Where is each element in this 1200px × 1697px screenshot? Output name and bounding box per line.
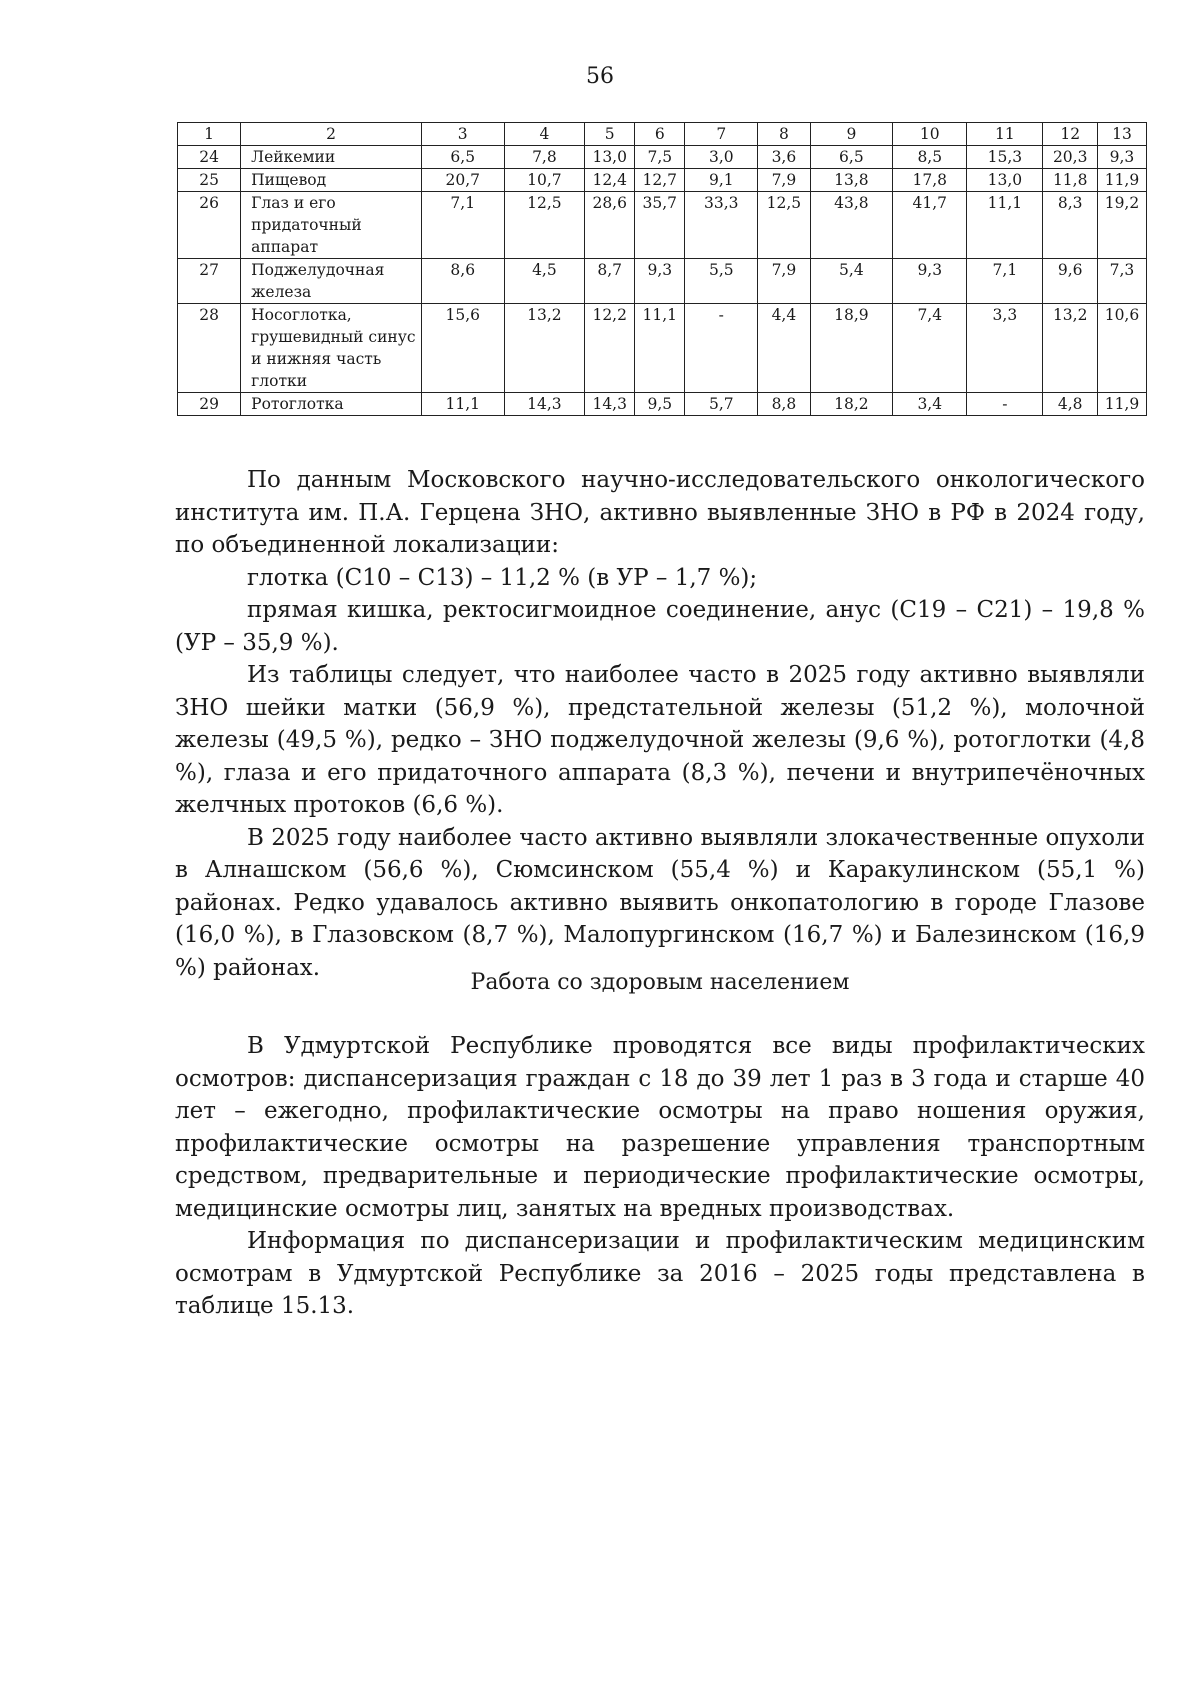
column-header: 8 xyxy=(758,123,810,146)
value-cell: 7,3 xyxy=(1097,259,1146,304)
value-cell: 15,3 xyxy=(967,146,1043,169)
value-cell: 14,3 xyxy=(585,393,635,416)
incidence-table xyxy=(177,122,1147,416)
paragraph: По данным Московского научно-исследовательского онкологического института им. П.А. Герцена ЗНО, активно выявленные ЗНО в РФ в 2024 году, по объединенной локализации: xyxy=(175,467,1145,558)
value-cell: 4,4 xyxy=(758,304,810,393)
column-header: 13 xyxy=(1097,123,1146,146)
value-cell: 11,1 xyxy=(635,304,685,393)
value-cell: 3,3 xyxy=(967,304,1043,393)
value-cell: 10,6 xyxy=(1097,304,1146,393)
value-cell: 7,1 xyxy=(967,259,1043,304)
value-cell: 12,7 xyxy=(635,169,685,192)
table-header-row xyxy=(178,123,1147,146)
value-cell: 20,3 xyxy=(1043,146,1097,169)
value-cell: 7,5 xyxy=(635,146,685,169)
table-row xyxy=(178,146,1147,169)
value-cell: 11,8 xyxy=(1043,169,1097,192)
table-row xyxy=(178,192,1147,259)
paragraph: Из таблицы следует, что наиболее часто в 2025 году активно выявляли ЗНО шейки матки (56,9 %), предстательной железы (51,2 %), молочной железы (49,5 %), редко – ЗНО поджелудочной железы (9,6 %), ротоглотки (4,8 %), глаза и его придаточного аппарата (8,3 %), печени и внутрипечёночных желчных протоков (6,6 %). xyxy=(175,662,1145,818)
value-cell: 3,0 xyxy=(685,146,758,169)
column-header: 7 xyxy=(685,123,758,146)
table-row xyxy=(178,393,1147,416)
value-cell: 13,2 xyxy=(504,304,585,393)
column-header: 9 xyxy=(810,123,893,146)
column-header: 10 xyxy=(893,123,967,146)
value-cell: 9,1 xyxy=(685,169,758,192)
paragraph: В 2025 году наиболее часто активно выявляли злокачественные опухоли в Алнашском (56,6 %), Сюмсинском (55,4 %) и Каракулинском (55,1 %) районах. Редко удавалось активно выявить онкопатологию в городе Глазове (16,0 %), в Глазовском (8,7 %), Малопургинском (16,7 %) и Балезинском (16,9 %) районах. xyxy=(175,824,1145,981)
value-cell: 17,8 xyxy=(893,169,967,192)
value-cell: 8,8 xyxy=(758,393,810,416)
value-cell: 13,0 xyxy=(967,169,1043,192)
value-cell: 13,0 xyxy=(585,146,635,169)
page-number: 56 xyxy=(586,64,614,89)
row-number-cell: 25 xyxy=(178,169,241,192)
value-cell: 8,7 xyxy=(585,259,635,304)
value-cell: 18,9 xyxy=(810,304,893,393)
row-number-cell: 26 xyxy=(178,192,241,259)
value-cell: 7,4 xyxy=(893,304,967,393)
value-cell: 4,5 xyxy=(504,259,585,304)
value-cell: 5,5 xyxy=(685,259,758,304)
value-cell: 8,3 xyxy=(1043,192,1097,259)
value-cell: 7,9 xyxy=(758,169,810,192)
value-cell: 11,9 xyxy=(1097,169,1146,192)
value-cell: 11,9 xyxy=(1097,393,1146,416)
value-cell: 7,1 xyxy=(421,192,504,259)
value-cell: 43,8 xyxy=(810,192,893,259)
value-cell: 12,2 xyxy=(585,304,635,393)
value-cell: - xyxy=(967,393,1043,416)
paragraph: прямая кишка, ректосигмоидное соединение, анус (С19 – С21) – 19,8 % (УР – 35,9 %). xyxy=(175,597,1145,656)
value-cell: 5,7 xyxy=(685,393,758,416)
paragraph: Информация по диспансеризации и профилактическим медицинским осмотрам в Удмуртской Республике за 2016 – 2025 годы представлена в таблице 15.13. xyxy=(175,1228,1145,1319)
value-cell: 11,1 xyxy=(421,393,504,416)
value-cell: 12,5 xyxy=(758,192,810,259)
value-cell: 20,7 xyxy=(421,169,504,192)
localization-name-cell: Ротоглотка xyxy=(241,393,422,416)
value-cell: 14,3 xyxy=(504,393,585,416)
section-heading: Работа со здоровым населением xyxy=(470,970,850,995)
value-cell: 11,1 xyxy=(967,192,1043,259)
value-cell: 28,6 xyxy=(585,192,635,259)
value-cell: 4,8 xyxy=(1043,393,1097,416)
value-cell: 15,6 xyxy=(421,304,504,393)
column-header: 11 xyxy=(967,123,1043,146)
localization-name-cell: Поджелудочная железа xyxy=(241,259,422,304)
localization-name-cell: Носоглотка, грушевидный синус и нижняя часть глотки xyxy=(241,304,422,393)
value-cell: 9,3 xyxy=(893,259,967,304)
value-cell: 9,5 xyxy=(635,393,685,416)
value-cell: 35,7 xyxy=(635,192,685,259)
value-cell: 9,3 xyxy=(1097,146,1146,169)
column-header: 6 xyxy=(635,123,685,146)
value-cell: 9,6 xyxy=(1043,259,1097,304)
value-cell: 8,5 xyxy=(893,146,967,169)
table-row xyxy=(178,169,1147,192)
column-header: 1 xyxy=(178,123,241,146)
value-cell: 3,6 xyxy=(758,146,810,169)
value-cell: 8,6 xyxy=(421,259,504,304)
value-cell: 18,2 xyxy=(810,393,893,416)
value-cell: 19,2 xyxy=(1097,192,1146,259)
column-header: 5 xyxy=(585,123,635,146)
value-cell: 5,4 xyxy=(810,259,893,304)
table-row xyxy=(178,259,1147,304)
localization-name-cell: Пищевод xyxy=(241,169,422,192)
paragraph: В Удмуртской Республике проводятся все виды профилактических осмотров: диспансеризация граждан с 18 до 39 лет 1 раз в 3 года и старше 40 лет – ежегодно, профилактические осмотры на право ношения оружия, профилактические осмотры на разрешение управления транспортным средством, предварительные и периодические профилактические осмотры, медицинские осмотры лиц, занятых на вредных производствах. xyxy=(175,1033,1145,1222)
value-cell: 41,7 xyxy=(893,192,967,259)
body-text-block-1 xyxy=(175,464,1145,984)
localization-name-cell: Лейкемии xyxy=(241,146,422,169)
column-header: 12 xyxy=(1043,123,1097,146)
value-cell: 33,3 xyxy=(685,192,758,259)
column-header: 4 xyxy=(504,123,585,146)
value-cell: 13,2 xyxy=(1043,304,1097,393)
value-cell: 7,8 xyxy=(504,146,585,169)
row-number-cell: 29 xyxy=(178,393,241,416)
value-cell: 12,5 xyxy=(504,192,585,259)
row-number-cell: 24 xyxy=(178,146,241,169)
row-number-cell: 28 xyxy=(178,304,241,393)
table-row xyxy=(178,304,1147,393)
row-number-cell: 27 xyxy=(178,259,241,304)
value-cell: - xyxy=(685,304,758,393)
value-cell: 6,5 xyxy=(421,146,504,169)
paragraph: глотка (С10 – С13) – 11,2 % (в УР – 1,7 %); xyxy=(247,564,758,591)
value-cell: 10,7 xyxy=(504,169,585,192)
value-cell: 3,4 xyxy=(893,393,967,416)
value-cell: 13,8 xyxy=(810,169,893,192)
value-cell: 9,3 xyxy=(635,259,685,304)
column-header: 2 xyxy=(241,123,422,146)
column-header: 3 xyxy=(421,123,504,146)
value-cell: 12,4 xyxy=(585,169,635,192)
body-text-block-2 xyxy=(175,1030,1145,1323)
value-cell: 7,9 xyxy=(758,259,810,304)
value-cell: 6,5 xyxy=(810,146,893,169)
localization-name-cell: Глаз и его придаточный аппарат xyxy=(241,192,422,259)
